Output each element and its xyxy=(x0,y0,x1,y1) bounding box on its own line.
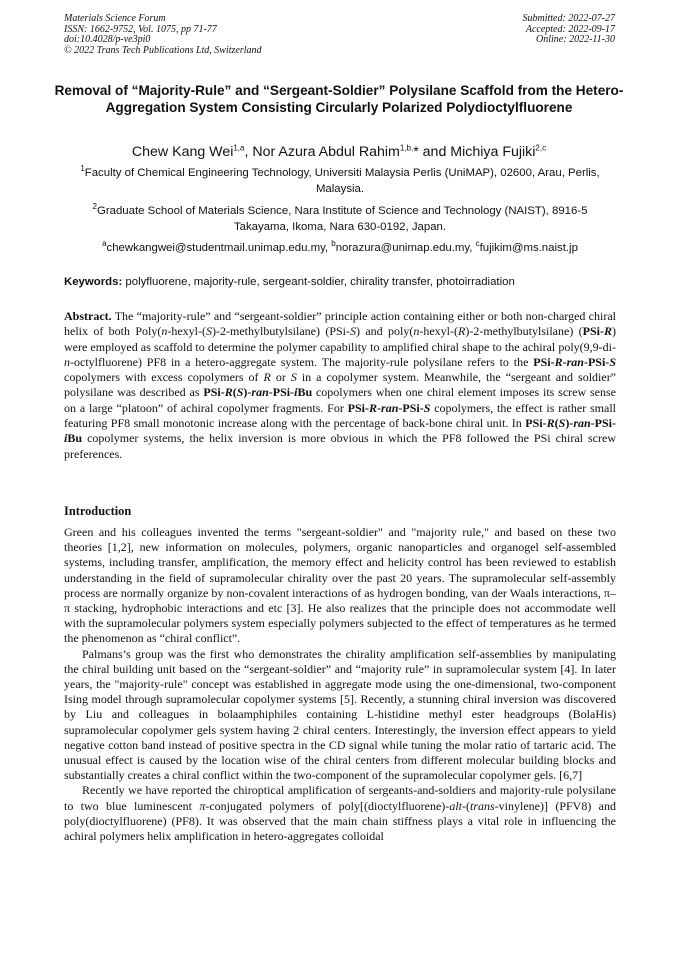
journal-info xyxy=(64,14,262,56)
email-link[interactable]: norazura@unimap.edu.my xyxy=(335,242,470,254)
affiliation xyxy=(64,165,616,197)
email-superscript: c xyxy=(475,239,480,249)
keywords-text: polyfluorene, majority-rule, sergeant-soldier, chirality transfer, photoirradiation xyxy=(125,276,515,288)
email-link[interactable]: chewkangwei@studentmail.unimap.edu.my xyxy=(106,242,325,254)
author-name: Michiya Fujiki xyxy=(450,144,536,160)
affiliation-superscript: 1 xyxy=(80,164,85,174)
section-heading-introduction: Introduction xyxy=(64,504,132,518)
corresponding-author-mark: * xyxy=(413,144,419,160)
affiliation xyxy=(64,203,616,235)
affiliation-text: Faculty of Chemical Engineering Technology, Universiti Malaysia Perlis (UniMAP), 02600, Arau, Perlis, Malaysia. xyxy=(84,167,600,195)
email-link[interactable]: fujikim@ms.naist.jp xyxy=(479,242,578,254)
author-name: Nor Azura Abdul Rahim xyxy=(252,144,400,160)
journal-issn: ISSN: 1662-9752, Vol. 1075, pp 71-77 xyxy=(64,23,217,35)
affiliation-superscript: 2 xyxy=(92,202,97,212)
date-accepted: Accepted: 2022-09-17 xyxy=(525,23,615,35)
author-superscript: 1,b, xyxy=(399,143,414,153)
journal-name: Materials Science Forum xyxy=(64,13,166,24)
email-superscript: a xyxy=(102,239,107,249)
abstract-text: The “majority-rule” and “sergeant-soldier” principle action containing either or both non-charged chiral helix of both Poly(n-hexyl-(S)-2-methylbutylsilane) (PSi-S) and poly(n-hexyl-(R)-2-methylbutylsilane) (PSi-R) were employed as scaffold to determine the polymer capability to amplified chiral shape to the achiral poly(9,9-di-n-octylfluorene) PF8 in a hetero-aggregate system. The majority-rule polysilane refers to the PSi-R-ran-PSi-S copolymers with excess copolymers of R or S in a copolymer system. Meanwhile, the “sergeant and soldier” polysilane was described as PSi-R(S)-ran-PSi-iBu copolymers when one chiral element imposes its screw sense on a large “platoon” of achiral copolymer fragments. For PSi-R-ran-PSi-S copolymers, the effect is rather small featuring PF8 small monotonic increase along with the percentage of back-bone chiral unit. In PSi-R(S)-ran-PSi-iBu copolymer systems, the helix inversion is more obvious in which the PF8 followed the PSi chiral screw preferences. xyxy=(64,309,617,461)
abstract-label: Abstract. xyxy=(64,309,112,323)
abstract xyxy=(64,309,616,462)
paragraph: Green and his colleagues invented the terms "sergeant-soldier" and "majority rule," and based on these two theories [1,2], new information on molecules, polymers, organic nanoparticles and organogel self-assembled systems, including transfer, amplification, the memory effect and helicity control has been reviewed to establish understanding in the field of supramolecular chirality over the past 20 years. The supramolecular self-assembly process are normally organize by non-covalent interactions of as hydrogen bonding, van der Waals interactions, π–π stacking, hydrophobic interactions and etc [3]. He also realizes that the principle does not accommodate well with the supramolecular polymers system especially polymers subjected to the effect of temperatures as he termed the phenomenon as “chiral conflict”. xyxy=(64,525,616,646)
affiliation-text: Graduate School of Materials Science, Nara Institute of Science and Technology (NAIST), 8916-5 Takayama, Ikoma, Nara 630-0192, Japan. xyxy=(96,205,588,233)
journal-copyright: © 2022 Trans Tech Publications Ltd, Switzerland xyxy=(64,44,262,56)
date-online: Online: 2022-11-30 xyxy=(536,34,615,46)
keywords-label: Keywords: xyxy=(64,276,123,288)
introduction-body xyxy=(64,525,616,844)
author-list: Chew Kang Wei$^{1,a}$, Nor Azura Abdul Rahim$^{1,b,}$* and Michiya Fujiki$^{2,c}$ xyxy=(131,143,547,160)
email-superscript: b xyxy=(331,239,336,249)
author-superscript: 1,a xyxy=(233,143,245,153)
author-emails: $^a$chewkangwei@studentmail.unimap.edu.my, $^b$norazura@unimap.edu.my, $^c$fujikim@ms.naist.jp xyxy=(102,239,578,254)
journal-doi: doi:10.4028/p-ve3pi0 xyxy=(64,34,151,46)
paper-title: Removal of “Majority-Rule” and “Sergeant-Soldier” Polysilane Scaffold from the Hetero-Aggregation System Consisting Circularly Polarized Polydioctylfluorene xyxy=(54,83,624,115)
paragraph: Palmans’s group was the first who demonstrates the chirality amplification self-assemblies by manipulating the chiral building unit based on the “sergeant-soldier” and “majority rule” in supramolecular system [4]. In later years, the "majority-rule" concept was established in aggregate mode using the one-dimensional, two-component Ising model through supramolecular copolymer systems [5]. Recently, a stunning chiral inversion was discovered by Liu and colleagues in bolaamphiphiles containing L-histidine methyl ester headgroups (BolaHis) supramolecular copolymer gels system having 2 chiral centers. Interestingly, the inversion effect appears to yield negative cotton band instead of positive spectra in the CD signal while tuning the molar ratio of tartaric acid. The unusual effect is caused by the location wise of the chiral centers from different molecular building blocks and substantially creates a chiral conflict within the two-component of the supramolecular copolymer gels. [6,7] xyxy=(64,646,616,783)
author-superscript: 2,c xyxy=(535,143,547,153)
publication-dates xyxy=(523,14,616,46)
keywords xyxy=(64,274,616,290)
paragraph: Recently we have reported the chiroptical amplification of sergeants-and-soldiers and majority-rule polysilane to two blue luminescent π-conjugated polymers of poly[(dioctylfluorene)-alt-(trans-vinylene)] (PFV8) and poly(dioctylfluorene) (PF8). It was observed that the main chain stiffness plays a vital role in influencing the achiral polymers helix amplification in hetero-aggregates colloidal xyxy=(64,783,616,844)
date-submitted: Submitted: 2022-07-27 xyxy=(522,13,615,24)
author-name: Chew Kang Wei xyxy=(131,144,234,160)
